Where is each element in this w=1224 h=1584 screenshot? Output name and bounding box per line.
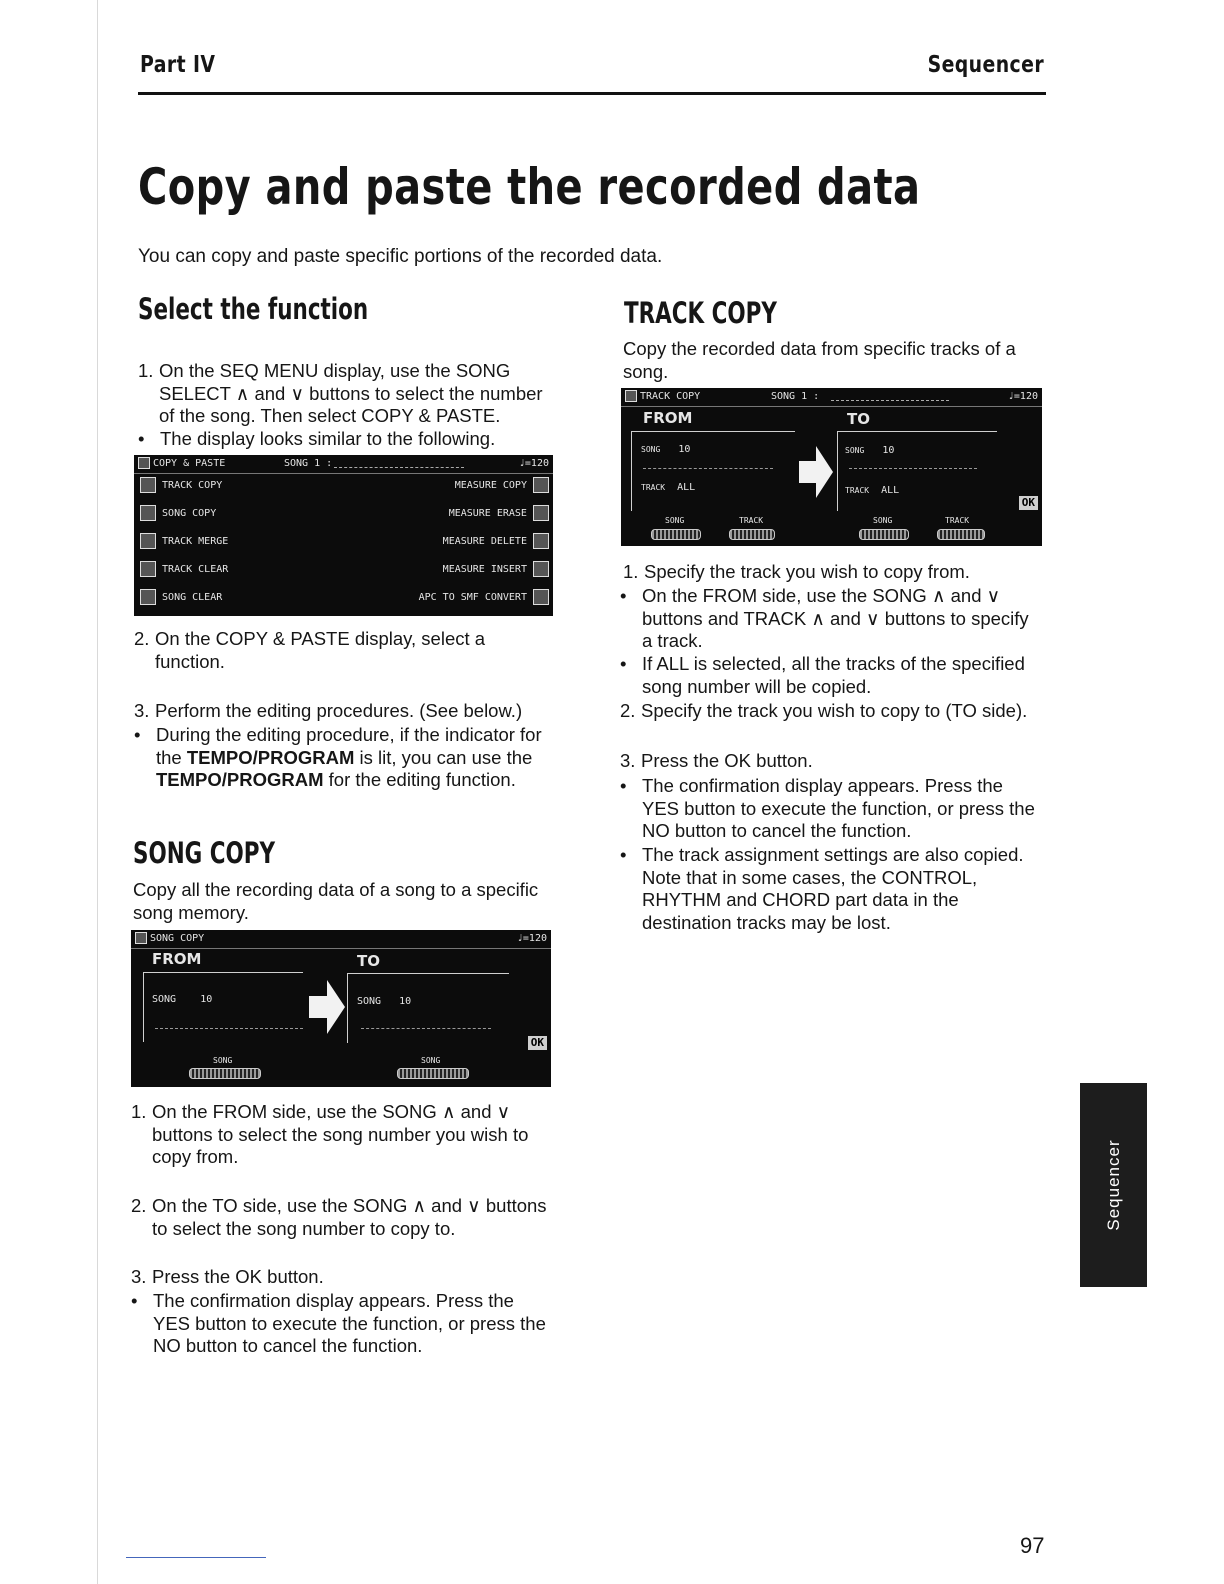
display-song: SONG 1 : [284, 458, 333, 469]
to-label: TO [357, 952, 380, 970]
to-song-value: 10 [882, 445, 895, 456]
measure-delete-icon [533, 533, 549, 549]
song-knob-from[interactable] [189, 1068, 261, 1079]
item-song-copy[interactable]: SONG COPY [140, 505, 216, 521]
from-label: FROM [152, 950, 202, 968]
display-titlebar: TRACK COPY SONG 1 : ♩=120 [621, 388, 1042, 407]
track-copy-desc: Copy the recorded data from specific tracks of a song. [623, 338, 1016, 382]
ok-button[interactable]: OK [1019, 496, 1038, 510]
menu-icon [625, 390, 637, 402]
arrow-right-icon [309, 980, 345, 1034]
from-song-value: 10 [200, 994, 213, 1005]
track-bullet-1: • On the FROM side, use the SONG ∧ and ∨ buttons and TRACK ∧ and ∨ buttons to specify a track. [620, 585, 1029, 651]
track-step-1: 1. Specify the track you wish to copy from. [623, 561, 970, 582]
track-copy-heading: TRACK COPY [624, 296, 777, 330]
intro-text: You can copy and paste specific portions of the recorded data. [138, 246, 663, 267]
header-rule [138, 92, 1046, 95]
song-copy-desc: Copy all the recording data of a song to a specific song memory. [133, 879, 539, 923]
track-copy-icon [140, 477, 156, 493]
bullet-text: The display looks similar to the following. [160, 428, 496, 449]
track-copy-display: TRACK COPY SONG 1 : ♩=120 FROM TO SONG 10 SONG 10 TRACK ALL TRACK ALL OK SONG TRACK SONG TRACK [621, 388, 1042, 546]
item-measure-delete[interactable]: MEASURE DELETE [443, 533, 549, 549]
from-track-value: ALL [677, 482, 696, 493]
song-knob-to[interactable] [397, 1068, 469, 1079]
measure-copy-icon [533, 477, 549, 493]
song-clear-icon [140, 589, 156, 605]
select-step-2: 2. On the COPY & PASTE display, select a function. [134, 628, 486, 672]
track-step-3: 3. Press the OK button. [620, 750, 813, 771]
display-title: COPY & PASTE [153, 458, 226, 469]
to-track-value: ALL [881, 485, 900, 496]
binder-edge [97, 0, 98, 1584]
from-song-value: 10 [678, 444, 691, 455]
display-tempo: ♩=120 [518, 458, 549, 469]
footer-line [126, 1557, 266, 1558]
from-track-knob[interactable] [729, 529, 775, 540]
copy-paste-display [134, 455, 553, 616]
select-step-3: 3. Perform the editing procedures. (See below.) [134, 700, 523, 721]
item-apc-to-smf[interactable]: APC TO SMF CONVERT [419, 589, 549, 605]
song-bullet-1: • The confirmation display appears. Press the YES button to execute the function, or press the NO button to cancel the function. [131, 1290, 546, 1356]
track-merge-icon [140, 533, 156, 549]
ok-button[interactable]: OK [528, 1036, 547, 1050]
track-bullet-2: • If ALL is selected, all the tracks of the specified song number will be copied. [620, 653, 1025, 697]
song-step-1: 1. On the FROM side, use the SONG ∧ and ∨ buttons to select the song number you wish to copy from. [131, 1101, 529, 1167]
track-clear-icon [140, 561, 156, 577]
step-text: On the SEQ MENU display, use the SONG SELECT ∧ and ∨ buttons to select the number of the song. Then select COPY & PASTE. [159, 360, 543, 426]
song-step-2: 2. On the TO side, use the SONG ∧ and ∨ buttons to select the song number to copy to. [131, 1195, 547, 1239]
to-song-value: 10 [399, 996, 412, 1007]
arrow-right-icon [799, 446, 833, 498]
song-copy-heading: SONG COPY [133, 836, 276, 870]
menu-icon [135, 932, 147, 944]
song-step-3: 3. Press the OK button. [131, 1266, 324, 1287]
song-copy-icon [140, 505, 156, 521]
display-titlebar: SONG COPY ♩=120 [131, 930, 551, 949]
to-song-knob[interactable] [859, 529, 909, 540]
item-measure-erase[interactable]: MEASURE ERASE [449, 505, 549, 521]
page-title: Copy and paste the recorded data [138, 158, 921, 216]
item-song-clear[interactable]: SONG CLEAR [140, 589, 222, 605]
apc-convert-icon [533, 589, 549, 605]
item-track-copy[interactable]: TRACK COPY [140, 477, 222, 493]
select-step-1 [138, 360, 558, 428]
measure-insert-icon [533, 561, 549, 577]
track-bullet-4: • The track assignment settings are also copied. Note that in some cases, the CONTROL, RHYTHM and CHORD part data in the destination tracks may be lost. [620, 844, 1024, 933]
page-number: 97 [1020, 1533, 1045, 1558]
to-label: TO [847, 410, 870, 428]
measure-erase-icon [533, 505, 549, 521]
track-step-2: 2. Specify the track you wish to copy to (TO side). [620, 700, 1028, 721]
item-measure-copy[interactable]: MEASURE COPY [455, 477, 549, 493]
from-song-knob[interactable] [651, 529, 701, 540]
track-bullet-3: • The confirmation display appears. Press the YES button to execute the function, or press the NO button to cancel the function. [620, 775, 1035, 841]
display-titlebar [134, 455, 553, 474]
select-bullet-1: • The display looks similar to the following. [138, 428, 558, 451]
to-track-knob[interactable] [937, 529, 985, 540]
item-measure-insert[interactable]: MEASURE INSERT [443, 561, 549, 577]
menu-icon [138, 457, 150, 469]
from-label: FROM [643, 409, 693, 427]
item-track-clear[interactable]: TRACK CLEAR [140, 561, 228, 577]
step-number: 1. [138, 360, 154, 381]
song-copy-display: SONG COPY ♩=120 FROM TO SONG 10 SONG 10 OK SONG SONG [131, 930, 551, 1087]
section-side-tab: Sequencer [1080, 1083, 1147, 1287]
part-label: Part IV [140, 52, 216, 78]
section-label: Sequencer [927, 52, 1044, 78]
select-function-heading: Select the function [138, 292, 369, 326]
item-track-merge[interactable]: TRACK MERGE [140, 533, 228, 549]
select-bullet-3: • During the editing procedure, if the indicator for the TEMPO/PROGRAM is lit, you can use the TEMPO/PROGRAM for the editing function. [134, 724, 542, 790]
